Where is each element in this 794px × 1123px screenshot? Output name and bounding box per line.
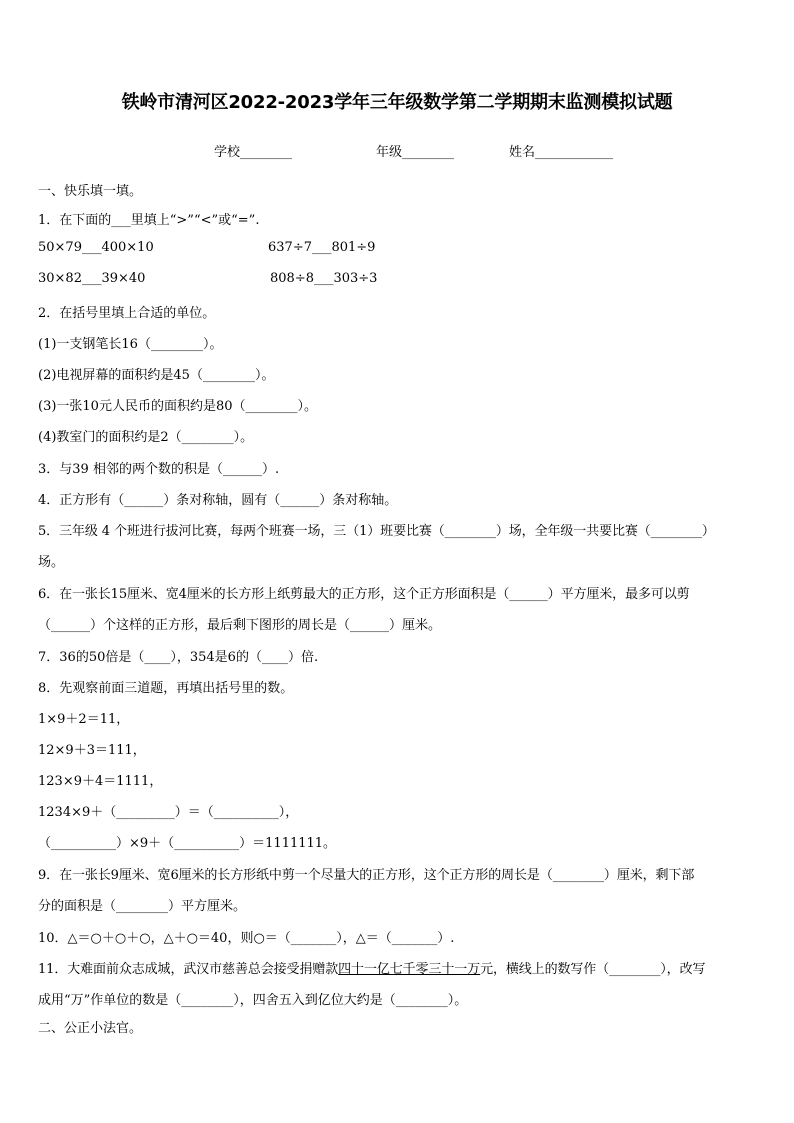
q8-line: （__________）×9＋（__________）＝1111111。 [38, 836, 337, 851]
q2-item: (4)教室门的面积约是2（________）。 [38, 430, 254, 445]
q1-item-b: 637÷7___801÷9 [268, 240, 376, 255]
q1-text: 1．在下面的___里填上“>”“<”或“=”. [38, 213, 260, 228]
q8-line: 1×9＋2＝11， [38, 712, 130, 727]
q9-line-1: 9．在一张长9厘米、宽6厘米的长方形纸中剪一个尽量大的正方形，这个正方形的周长是（________）厘米，剩下部 [38, 868, 695, 883]
q3-text: 3．与39 相邻的两个数的积是（______）. [38, 462, 280, 477]
q1-item-c: 30×82___39×40 [38, 271, 146, 286]
q1-item-a: 50×79___400×10 [38, 240, 154, 255]
section-2-heading: 二、公正小法官。 [38, 1021, 143, 1036]
q9-line-2: 分的面积是（________）平方厘米。 [38, 899, 247, 914]
q8-text: 8．先观察前面三道题，再填出括号里的数。 [38, 681, 294, 696]
q2-item: (2)电视屏幕的面积约是45（________）。 [38, 368, 275, 383]
q5-line-2: 场。 [38, 555, 65, 570]
grade-field: 年级________ [376, 145, 455, 160]
q8-line: 12×9＋3＝111， [38, 743, 146, 758]
q8-line: 123×9＋4＝1111， [38, 774, 163, 789]
q8-line: 1234×9＋（_________）＝（__________）， [38, 805, 299, 820]
q5-line-1: 5．三年级 4 个班进行拔河比赛，每两个班赛一场，三（1）班要比赛（________）场，全年级一共要比赛（________） [38, 524, 715, 539]
q11-line-1 [38, 958, 705, 977]
q2-item: (3)一张10元人民币的面积约是80（________）。 [38, 399, 317, 414]
page-title: 铁岭市清河区2022-2023学年三年级数学第二学期期末监测模拟试题 [121, 92, 673, 113]
q7-text: 7．36的50倍是（____），354是6的（____）倍. [38, 650, 319, 665]
q4-text: 4．正方形有（______）条对称轴，圆有（______）条对称轴。 [38, 493, 398, 508]
q11-line-2: 成用“万”作单位的数是（________），四舍五入到亿位大约是（________）。 [38, 993, 468, 1008]
q2-item: (1)一支钢笔长16（________）。 [38, 337, 223, 352]
q6-line-2: （______）个这样的正方形，最后剩下图形的周长是（______）厘米。 [38, 618, 442, 633]
q11-prefix: 11．大难面前众志成城，武汉市慈善总会接受捐赠款 [38, 962, 339, 977]
q6-line-1: 6．在一张长15厘米、宽4厘米的长方形上纸剪最大的正方形，这个正方形面积是（______）平方厘米，最多可以剪 [38, 587, 690, 602]
q11-suffix: 元，横线上的数写作（________），改写 [480, 962, 706, 977]
name-field: 姓名____________ [509, 145, 614, 160]
section-1-heading: 一、快乐填一填。 [38, 184, 143, 199]
q1-item-d: 808÷8___303÷3 [270, 271, 378, 286]
q10-text: 10．△＝○＋○＋○，△＋○＝40，则○＝（_______），△＝（_______）. [38, 931, 455, 946]
q11-underlined-amount: 四十一亿七千零三十一万 [338, 962, 481, 977]
school-field: 学校________ [214, 145, 293, 160]
q2-text: 2．在括号里填上合适的单位。 [38, 306, 216, 321]
